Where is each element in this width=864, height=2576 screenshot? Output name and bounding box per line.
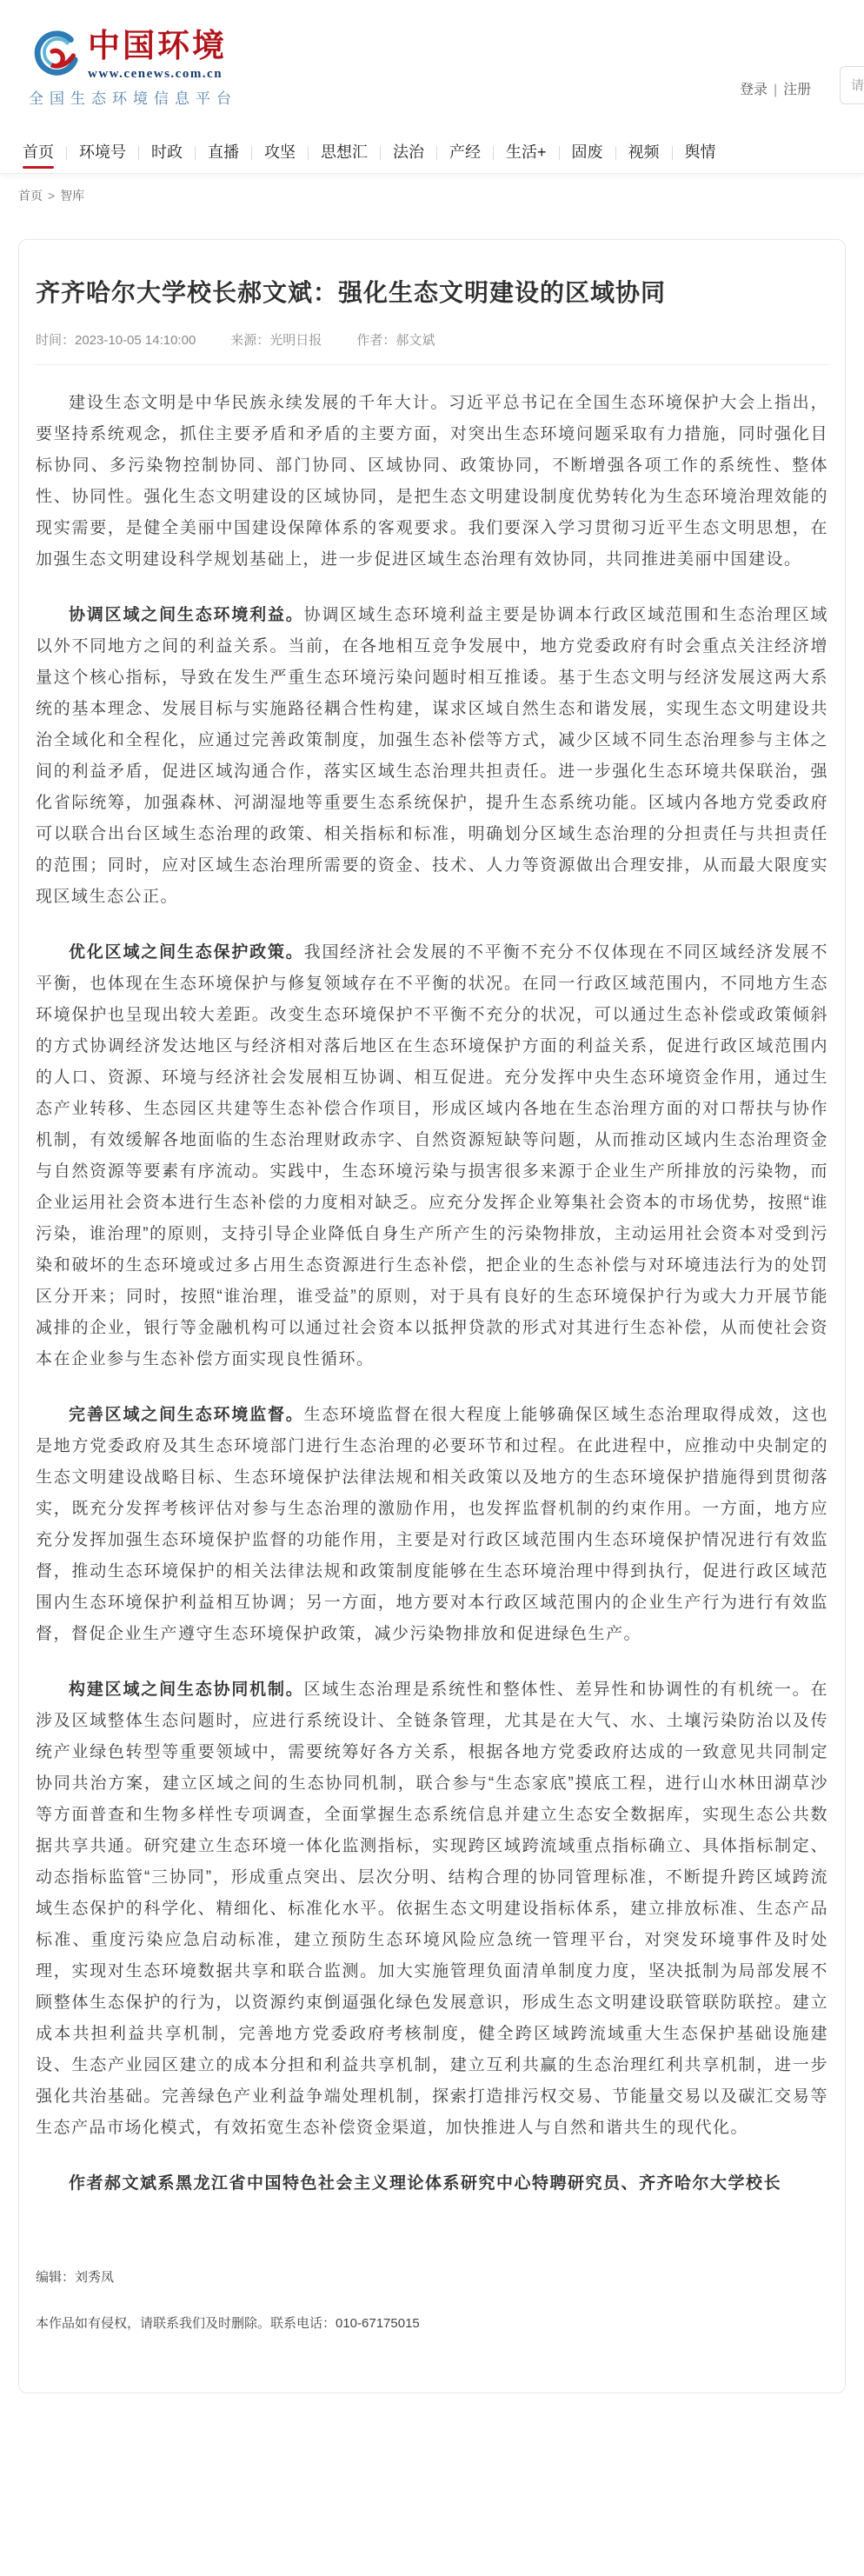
paragraph-lead: 构建区域之间生态协同机制。 xyxy=(69,1681,304,1700)
nav-item-环境号[interactable]: 环境号 xyxy=(79,143,126,161)
site-logo[interactable] xyxy=(29,30,237,108)
nav-item-固废[interactable]: 固废 xyxy=(571,143,603,161)
article-paragraph: 建设生态文明是中华民族永续发展的千年大计。习近平总书记在全国生态环境保护大会上指出，要坚持系统观念，抓住主要矛盾和矛盾的主要方面，对突出生态环境问题采取有力措施，同时强化目标协同、多污染物控制协同、部门协同、区域协同、政策协同，不断增强各项工作的系统性、整体性、协同性。强化生态文明建设的区域协同，是把生态文明建设制度优势转化为生态环境治理效能的现实需要，是健全美丽中国建设保障体系的客观要求。我们要深入学习贯彻习近平生态文明思想，在加强生态文明建设科学规划基础上，进一步促进区域生态治理有效协同，共同推进美丽中国建设。 xyxy=(36,394,828,569)
article-paragraph: 构建区域之间生态协同机制。区域生态治理是系统性和整体性、差异性和协调性的有机统一。在涉及区域整体生态问题时，应进行系统设计、全链条管理，尤其是在大气、水、土壤污染防治以及传统产业绿色转型等重要领域中，需要统筹好各方关系，根据各地方党委政府达成的一致意见共同制定协同共治方案，建立区域之间的生态协同机制，联合参与“生态家底”摸底工程，进行山水林田湖草沙等方面普查和生物多样性专项调查，全面掌握生态系统信息并建立生态安全数据库，实现生态公共数据共享共通。研究建立生态环境一体化监测指标，实现跨区域跨流域重点指标确立、具体指标制定、动态指标监管“三协同”，形成重点突出、层次分明、结构合理的协同管理标准，不断提升跨区域跨流域生态保护的科学化、精细化、标准化水平。依据生态文明建设指标体系，建立排放标准、生态产品标准、重度污染应急启动标准，建立预防生态环境风险应急统一管理平台，对突发环境事件及时处理，实现对生态环境数据共享和联合监测。加大实施管理负面清单制度力度，坚决抵制为局部发展不顾整体生态保护的行为，以资源约束倒逼强化绿色发展意识，形成生态文明建设联管联防联控。建立成本共担利益共享机制，完善地方党委政府考核制度，健全跨区域跨流域重大生态保护基础设施建设、生态产业园区建立的成本分担和利益共享机制，建立互利共赢的生态治理红利共享机制，进一步强化共治基础。完善绿色产业利益争端处理机制，探索打造排污权交易、节能量交易以及碳汇交易等生态产品市场化模式，有效拓宽生态补偿资金渠道，加快推进人与自然和谐共生的现代化。 xyxy=(36,1681,828,2138)
site-title: 中国环境 xyxy=(88,29,227,64)
nav-item-生活+[interactable]: 生活+ xyxy=(506,143,547,161)
paragraph-lead: 完善区域之间生态环境监督。 xyxy=(69,1406,304,1425)
site-header xyxy=(0,0,864,132)
breadcrumb-home-link[interactable]: 首页 xyxy=(18,189,43,203)
article-time: 时间：2023-10-05 14:10:00 xyxy=(36,333,196,349)
nav-item-产经[interactable]: 产经 xyxy=(449,143,481,161)
breadcrumb-separator: > xyxy=(48,189,56,203)
paragraph-lead: 优化区域之间生态保护政策。 xyxy=(69,943,304,962)
register-link[interactable]: 注册 xyxy=(783,83,812,97)
login-link[interactable]: 登录 xyxy=(740,83,768,97)
author-note: 作者郝文斌系黑龙江省中国特色社会主义理论体系研究中心特聘研究员、齐齐哈尔大学校长 xyxy=(69,2174,782,2193)
nav-item-视频[interactable]: 视频 xyxy=(628,143,660,161)
article-body xyxy=(36,365,828,2144)
copyright-line: 本作品如有侵权，请联系我们及时删除。联系电话：010-67175015 xyxy=(36,2316,420,2332)
nav-item-攻坚[interactable]: 攻坚 xyxy=(264,143,296,161)
nav-item-首页[interactable]: 首页 xyxy=(10,133,66,172)
auth-links xyxy=(740,78,811,98)
site-url: www.cenews.com.cn xyxy=(88,66,223,81)
nav-item-时政[interactable]: 时政 xyxy=(151,143,183,161)
editor-line: 编辑：刘秀凤 xyxy=(36,2270,115,2286)
article-card xyxy=(18,239,846,2393)
breadcrumb-current[interactable]: 智库 xyxy=(60,189,85,203)
breadcrumb xyxy=(18,174,846,204)
nav-item-直播[interactable]: 直播 xyxy=(208,143,239,161)
brand-swirl-icon xyxy=(29,30,83,82)
article-author: 作者：郝文斌 xyxy=(356,333,435,349)
article-title: 齐齐哈尔大学校长郝文斌：强化生态文明建设的区域协同 xyxy=(36,279,667,306)
nav-item-思想汇[interactable]: 思想汇 xyxy=(321,143,368,161)
main-nav xyxy=(0,132,864,174)
paragraph-lead: 协调区域之间生态环境利益。 xyxy=(69,606,304,625)
article-paragraph: 完善区域之间生态环境监督。生态环境监督在很大程度上能够确保区域生态治理取得成效，这也是地方党委政府及其生态环境部门进行生态治理的必要环节和过程。在此进程中，应推动中央制定的生态文明建设战略目标、生态环境保护法律法规和相关政策以及地方的生态环境保护措施得到贯彻落实，既充分发挥考核评估对参与生态治理的激励作用，也发挥监督机制的约束作用。一方面，地方应充分发挥加强生态环境保护监督的功能作用，主要是对行政区域范围内生态环境保护情况进行有效监督，推动生态环境保护的相关法律法规和政策制度能够在生态环境治理中得到执行，促进行政区域范围内生态环境保护利益相互协调；另一方面，地方要对本行政区域范围内的企业生产行为进行有效监督，督促企业生产遵守生态环境保护政策，减少污染物排放和促进绿色生产。 xyxy=(36,1406,828,1644)
article-meta xyxy=(36,330,828,365)
article-paragraph: 优化区域之间生态保护政策。我国经济社会发展的不平衡不充分不仅体现在不同区域经济发展不平衡，也体现在生态环境保护与修复领域存在不平衡的状况。在同一行政区域范围内，不同地方生态环境保护也呈现出较大差距。改变生态环境保护不平衡不充分的状况，可以通过生态补偿或政策倾斜的方式协调经济发达地区与经济相对落后地区在生态环境保护方面的利益关系，促进行政区域范围内的人口、资源、环境与经济社会发展相互协调、相互促进。充分发挥中央生态环境资金作用，通过生态产业转移、生态园区共建等生态补偿合作项目，形成区域内各地在生态治理方面的对口帮扶与协作机制，有效缓解各地面临的生态治理财政赤字、自然资源短缺等问题，从而推动区域内生态治理资金与自然资源等要素有序流动。实践中，生态环境污染与损害很多来源于企业生产所排放的污染物，而企业运用社会资本进行生态补偿的力度相对缺乏。应充分发挥企业筹集社会资本的市场优势，按照“谁污染，谁治理”的原则，支持引导企业降低自身生产所产生的污染物排放，主动运用社会资本对受到污染和破坏的生态环境或过多占用生态资源进行生态补偿，把企业的生态补偿与对环境违法行为的处罚区分开来；同时，按照“谁治理，谁受益”的原则，对于具有良好的生态环境保护行为或大力开展节能减排的企业，银行等金融机构可以通过社会资本以抵押贷款的形式对其进行生态补偿，从而使社会资本在企业参与生态补偿方面实现良性循环。 xyxy=(36,943,828,1369)
article-source: 来源：光明日报 xyxy=(230,333,322,349)
nav-item-法治[interactable]: 法治 xyxy=(393,143,424,161)
search-input[interactable] xyxy=(840,66,864,104)
article-paragraph: 协调区域之间生态环境利益。协调区域生态环境利益主要是协调本行政区域范围和生态治理区域以外不同地方之间的利益关系。当前，在各地相互竞争发展中，地方党委政府有时会重点关注经济增量这个核心指标，导致在发生严重生态环境污染问题时相互推诿。基于生态文明与经济发展这两大系统的基本理念、发展目标与实施路径耦合性构建，谋求区域自然生态和谐发展，实现生态文明建设共治全域化和全程化，应通过完善政策制度，加强生态补偿等方式，减少区域不同生态治理参与主体之间的利益矛盾，促进区域沟通合作，落实区域生态治理共担责任。进一步强化生态环境共保联治，强化省际统筹，加强森林、河湖湿地等重要生态系统保护，提升生态系统功能。区域内各地方党委政府可以联合出台区域生态治理的政策、相关指标和标准，明确划分区域生态治理的分担责任与共担责任的范围；同时，应对区域生态治理所需要的资金、技术、人力等资源做出合理安排，从而最大限度实现区域生态公正。 xyxy=(36,606,828,907)
nav-item-舆情[interactable]: 舆情 xyxy=(684,143,716,161)
site-tagline: 全国生态环境信息平台 xyxy=(29,90,237,107)
auth-separator: | xyxy=(774,83,778,97)
